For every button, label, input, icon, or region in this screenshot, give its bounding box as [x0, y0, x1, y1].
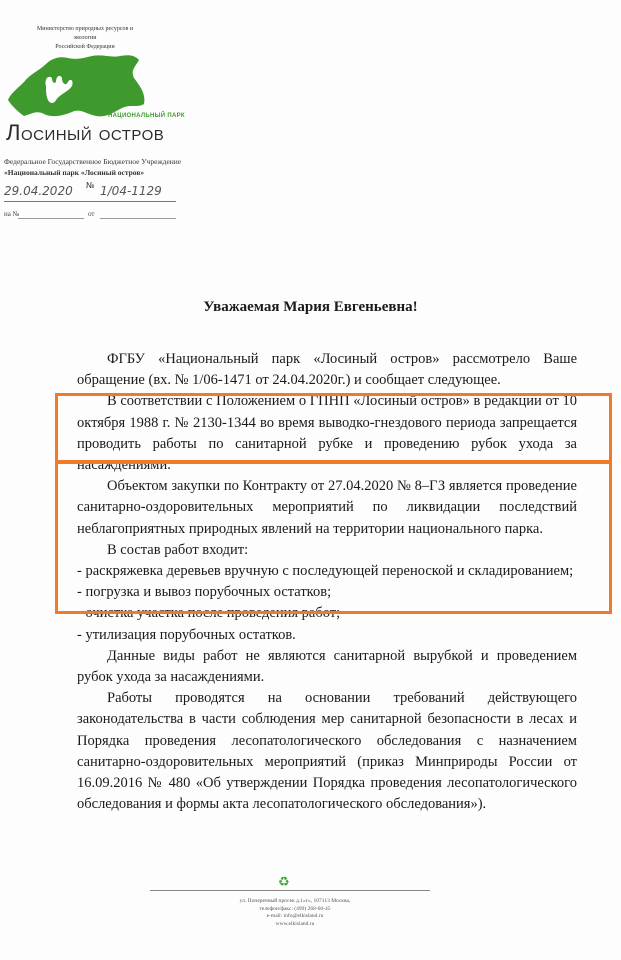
registration-underline — [4, 201, 176, 202]
paragraph: Работы проводятся на основании требований действующего законодательства в части соблюдения мер санитарной безопасности в лесах и Порядка проведения лесопатологического обследования с назначением санитарно-оздоровительных мероприятий (приказ Минприроды России от 16.09.2016 № 480 «Об утверждении Порядка проведения лесопатологического обследования и формы акта лесопатологического обследования»). — [77, 690, 577, 813]
reference-number-underline — [18, 218, 84, 219]
reference-number-label: на № — [4, 210, 20, 218]
registration-number: 1/04-1129 — [100, 184, 162, 198]
highlight-box-2 — [55, 461, 612, 614]
highlight-box-1 — [55, 393, 612, 463]
reference-date-underline — [100, 218, 176, 219]
reference-line — [4, 207, 176, 221]
footer-line: e-mail: info@elkisland.ru — [266, 913, 324, 919]
footer-divider — [150, 890, 430, 891]
institution-line-1: Федеральное Государственное Бюджетное Учреждение — [4, 157, 182, 166]
recycle-icon: ♻ — [278, 874, 290, 889]
park-sub-label: НАЦИОНАЛЬНЫЙ ПАРК — [108, 113, 185, 119]
ministry-line: Российской Федерации — [55, 44, 115, 50]
list-item: - очистка участка после проведения работ; — [77, 605, 341, 622]
park-name: Лосиный остров — [6, 120, 165, 145]
list-item: - раскряжевка деревьев вручную с последующей переноской и складированием; — [77, 563, 574, 580]
registration-date: 29.04.2020 — [4, 184, 73, 198]
paragraph: В соответствии с Положением о ГПНП «Лосиный остров» в редакции от 10 октября 1988 г. № 2130-1344 во время выводко-гнездового периода запрещается проводить работы по санитарной рубке и проведению рубок ухода за насаждениями. — [77, 393, 577, 474]
paragraph: Данные виды работ не являются санитарной вырубкой и проведением рубок ухода за насаждениями. — [77, 647, 577, 686]
list-item: - погрузка и вывоз порубочных остатков; — [77, 584, 332, 601]
paragraph: Объектом закупки по Контракту от 27.04.2020 № 8–ГЗ является проведение санитарно-оздоровительных мероприятий по ликвидации последствий неблагоприятных природных явлений на территории национального парка. — [77, 478, 577, 537]
registration-number-label: № — [86, 181, 95, 190]
list-item: - утилизация порубочных остатков. — [77, 626, 296, 643]
registration-line — [4, 181, 176, 205]
institution-line-2: «Национальный парк «Лосиный остров» — [4, 168, 145, 177]
footer-line: www.elkisland.ru — [275, 920, 315, 927]
reference-from-label: от — [88, 210, 95, 218]
park-map-shape — [8, 55, 144, 116]
paragraph: ФГБУ «Национальный парк «Лосиный остров» рассмотрело Ваше обращение (вх. № 1/06-1471 от 24.04.2020г.) и сообщает следующее. — [77, 351, 577, 389]
paragraph: В состав работ входит: — [107, 541, 249, 558]
footer-line: ул. Поперечный просек д.1«г», 107113 Москва, — [239, 898, 351, 904]
park-map-logo-icon — [6, 52, 156, 122]
footer-line: телефон/факс: (499) 268-60-45 — [259, 905, 331, 912]
ministry-header — [30, 25, 140, 52]
ministry-line: Министерство природных ресурсов и экологии — [36, 26, 134, 41]
greeting: Уважаемая Мария Евгеньевна! — [203, 299, 418, 315]
footer-contacts — [200, 898, 390, 928]
